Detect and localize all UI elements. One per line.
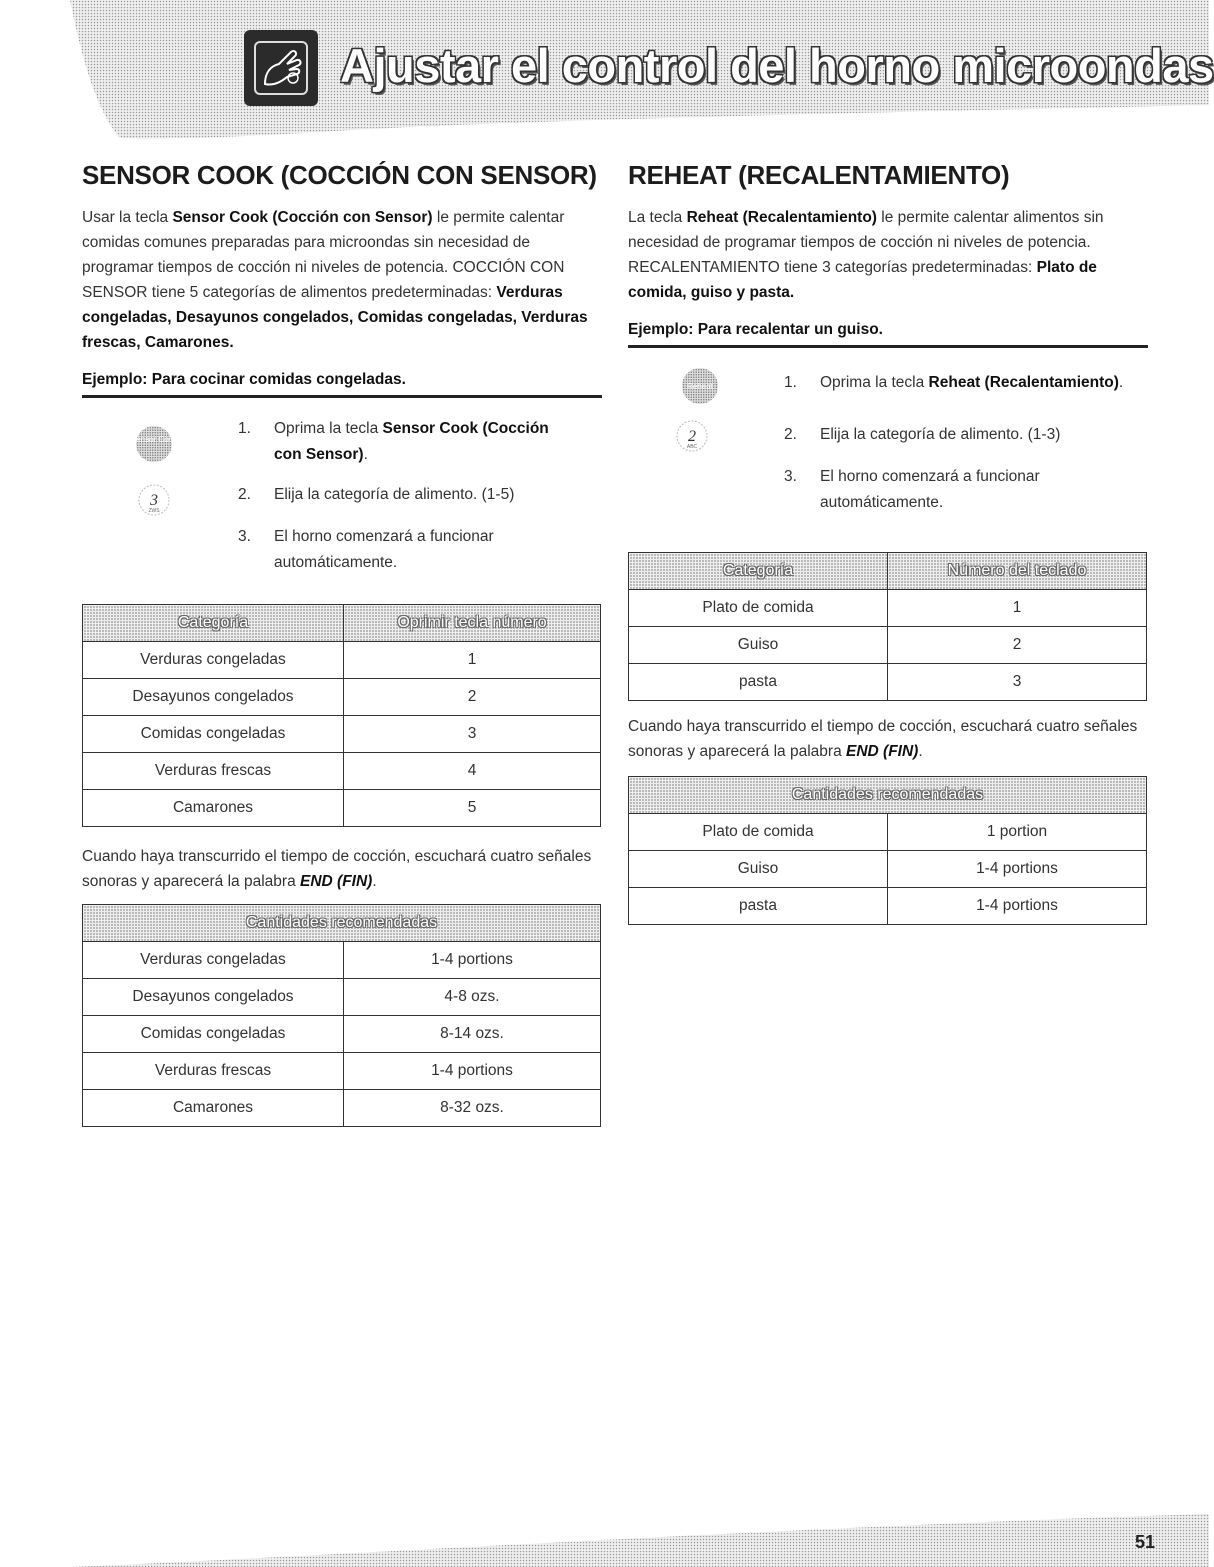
svg-text:ABC: ABC: [686, 444, 698, 450]
table-row: Verduras congeladas 1: [83, 642, 601, 679]
table-row: Verduras frescas 4: [83, 753, 601, 790]
category-table: [628, 552, 1147, 701]
number-2-key-icon: [674, 418, 710, 454]
table-row: Plato de comida 1 portion: [629, 814, 1147, 851]
table-row: Camarones 8-32 ozs.: [83, 1090, 601, 1127]
table-header: Categoría: [629, 553, 888, 590]
amounts-table: [82, 904, 601, 1127]
page-number: 51: [1134, 1532, 1155, 1552]
reheat-section: [628, 160, 1148, 914]
sensor-cook-section: [82, 160, 602, 1116]
footer-band: [0, 1514, 1209, 1567]
table-row: Desayunos congelados 2: [83, 679, 601, 716]
end-note: Cuando haya transcurrido el tiempo de cocción, escuchará cuatro señales sonoras y aparecerá la palabra END (FIN).: [628, 718, 1138, 760]
table-row: Verduras frescas 1-4 portions: [83, 1053, 601, 1090]
number-3-key-icon: [136, 482, 172, 518]
table-header: Categoría: [83, 605, 344, 642]
table-row: pasta 3: [629, 664, 1147, 701]
steps-block: Reheat 2 ABC 1. Oprima la tecla Reheat (Recalentamiento). 2. Elija la categoría de alimento. (1-3) 3. El horno comenzará a funcionar automáticamente.: [628, 366, 1148, 536]
svg-text:Sensor Cook: Sensor Cook: [130, 435, 178, 444]
svg-text:3: 3: [150, 492, 158, 509]
table-row: Guiso 1-4 portions: [629, 851, 1147, 888]
hand-pressing-keypad-icon: [244, 30, 318, 106]
category-table: [82, 604, 601, 827]
table-row: pasta 1-4 portions: [629, 888, 1147, 925]
sensor-cook-key-icon: [130, 424, 178, 464]
svg-text:Reheat: Reheat: [687, 382, 713, 391]
table-row: Desayunos congelados 4-8 ozs.: [83, 979, 601, 1016]
table-header: Cantidades recomendadas: [83, 905, 601, 942]
table-row: Comidas congeladas 3: [83, 716, 601, 753]
table-header: Número del teclado: [888, 553, 1147, 590]
section-heading: SENSOR COOK (COCCIÓN CON SENSOR): [82, 160, 597, 190]
reheat-key-icon: [680, 366, 720, 406]
section-heading: REHEAT (RECALENTAMIENTO): [628, 160, 1010, 190]
header-banner: [0, 0, 1214, 140]
end-note: Cuando haya transcurrido el tiempo de cocción, escuchará cuatro señales sonoras y aparecerá la palabra END (FIN).: [82, 848, 592, 890]
table-row: Verduras congeladas 1-4 portions: [83, 942, 601, 979]
table-row: Comidas congeladas 8-14 ozs.: [83, 1016, 601, 1053]
section-intro: La tecla Reheat (Recalentamiento) le permite calentar alimentos sin necesidad de programar tiempos de cocción ni niveles de potencia. RECALENTAMIENTO tiene 3 categorías predeterminadas: Plato de comida, guiso y pasta.: [628, 209, 1104, 301]
table-header: Cantidades recomendadas: [629, 777, 1147, 814]
steps-block: Sensor Cook 3 ZWS 1. Oprima la tecla Sensor Cook (Cocción con Sensor). 2. Elija la categoría de alimento. (1-5) 3. El horno comenzará a funcionar automáticamente.: [130, 420, 549, 571]
section-intro: Usar la tecla Sensor Cook (Cocción con Sensor) le permite calentar comidas comunes preparadas para microondas sin necesidad de programar tiempos de cocción ni niveles de potencia. COCCIÓN CON SENSOR tiene 5 categorías de alimentos predeterminadas: Verduras congeladas, Desayunos congelados, Comidas congeladas, Verduras frescas, Camarones.: [82, 209, 588, 351]
table-header: Oprimir tecla número: [344, 605, 601, 642]
table-row: Guiso 2: [629, 627, 1147, 664]
svg-text:2: 2: [688, 428, 696, 445]
page-title: Ajustar el control del horno microondas: [340, 39, 1214, 92]
amounts-table: [628, 776, 1147, 925]
svg-text:ZWS: ZWS: [148, 508, 160, 514]
table-row: Plato de comida 1: [629, 590, 1147, 627]
table-row: Camarones 5: [83, 790, 601, 827]
example-heading: Ejemplo: Para recalentar un guiso.: [628, 321, 1148, 348]
example-heading: Ejemplo: Para cocinar comidas congeladas.: [82, 371, 602, 398]
